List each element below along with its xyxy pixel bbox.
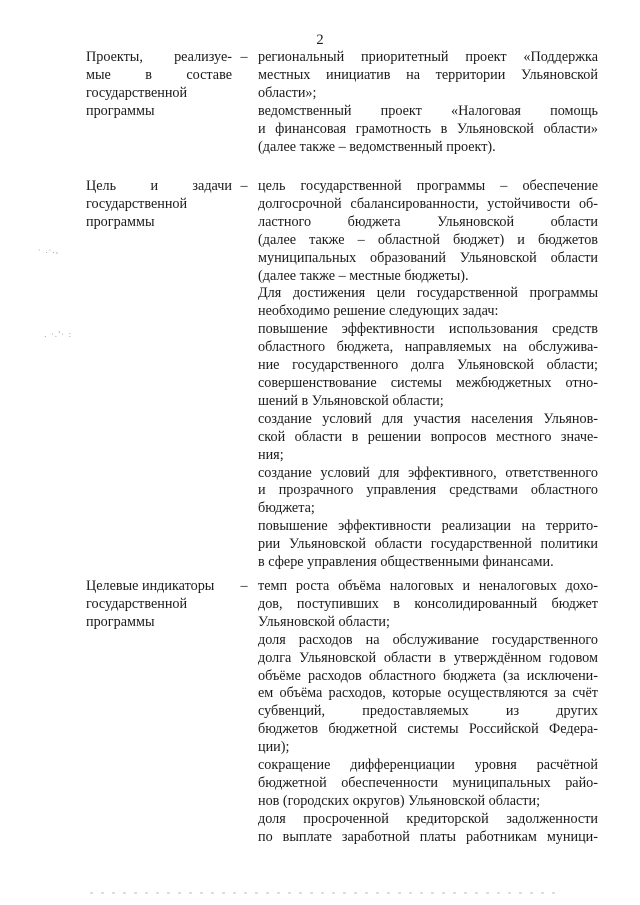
- section-dash: –: [240, 578, 248, 594]
- body-line: Ульяновской области;: [258, 613, 390, 630]
- body-line: бюджета;: [258, 500, 315, 517]
- body-line: шений в Ульяновской области;: [258, 392, 444, 409]
- body-line: рии Ульяновской области государственной политики: [258, 536, 598, 553]
- body-line: долгосрочной сбалансированности, устойчивости об-: [258, 195, 598, 212]
- scan-edge-noise: [90, 892, 560, 894]
- body-line: региональный приоритетный проект «Поддержка: [258, 49, 598, 65]
- body-line: местных инициатив на территории Ульяновской: [258, 66, 598, 83]
- label-line: программы: [86, 213, 155, 230]
- scan-smudge: · .·.,: [38, 246, 60, 255]
- section-label: [86, 49, 232, 121]
- section-label: [86, 178, 232, 232]
- body-line: ния;: [258, 446, 284, 463]
- body-line: ем объёма расходов, которые осуществляются за счёт: [258, 685, 598, 702]
- label-line: государственной: [86, 595, 188, 612]
- body-line: ластного бюджета Ульяновской области: [258, 213, 598, 230]
- body-line: ние государственного долга Ульяновской области;: [258, 357, 598, 374]
- body-line: повышение эффективности использования средств: [258, 321, 598, 338]
- body-line: создание условий для эффективного, ответственного: [258, 464, 598, 481]
- body-line: цель государственной программы – обеспечение: [258, 178, 598, 194]
- body-line: темп роста объёма налоговых и неналоговых дохо-: [258, 578, 598, 594]
- label-line: мые в составе: [86, 66, 232, 83]
- scan-smudge: . ·.'· :: [44, 330, 73, 339]
- body-line: муниципальных образований Ульяновской области: [258, 249, 598, 266]
- body-line: областного бюджета, направляемых на обслужива-: [258, 339, 598, 356]
- label-line: Цель и задачи: [86, 178, 232, 194]
- section-body: [258, 578, 598, 847]
- body-line: Для достижения цели государственной программы: [258, 285, 598, 302]
- label-line: программы: [86, 102, 155, 119]
- section-body: [258, 178, 598, 572]
- body-line: нов (городских округов) Ульяновской области;: [258, 792, 541, 809]
- body-line: ской области в решении вопросов местного значе-: [258, 428, 598, 445]
- body-line: ции);: [258, 739, 290, 756]
- body-line: области»;: [258, 84, 317, 101]
- body-line: (далее также – местные бюджеты).: [258, 267, 469, 284]
- body-line: (далее также – областной бюджет) и бюджетов: [258, 231, 598, 248]
- label-line: Проекты, реализуе-: [86, 49, 232, 65]
- body-line: и финансовая грамотность в Ульяновской области»: [258, 120, 598, 137]
- label-line: государственной: [86, 195, 188, 212]
- page-number: 2: [316, 32, 324, 48]
- body-line: по выплате заработной платы работникам муници-: [258, 828, 598, 845]
- body-line: необходимо решение следующих задач:: [258, 303, 499, 320]
- body-line: доля просроченной кредиторской задолженности: [258, 810, 598, 827]
- body-line: объёме расходов областного бюджета (за исключени-: [258, 667, 598, 684]
- section-dash: –: [240, 49, 248, 65]
- body-line: дов, поступивших в консолидированный бюджет: [258, 595, 598, 612]
- section-body: [258, 49, 598, 156]
- body-line: сокращение дифференциации уровня расчётной: [258, 757, 598, 774]
- body-line: субвенций, предоставляемых из других: [258, 703, 598, 720]
- body-line: создание условий для участия населения Ульянов-: [258, 410, 598, 427]
- body-line: в сфере управления общественными финансами.: [258, 554, 554, 571]
- label-line: программы: [86, 613, 155, 630]
- body-line: доля расходов на обслуживание государственного: [258, 631, 598, 648]
- section-dash: –: [240, 178, 248, 194]
- body-line: совершенствование системы межбюджетных отно-: [258, 374, 598, 391]
- body-line: и прозрачного управления средствами областного: [258, 482, 598, 499]
- section-label: [86, 578, 232, 632]
- body-line: ведомственный проект «Налоговая помощь: [258, 102, 598, 119]
- body-line: (далее также – ведомственный проект).: [258, 138, 496, 155]
- body-line: повышение эффективности реализации на террито-: [258, 518, 598, 535]
- body-line: бюджетной обеспеченности муниципальных райо-: [258, 774, 598, 791]
- label-line: Целевые индикаторы: [86, 578, 215, 594]
- body-line: долга Ульяновской области в утверждённом годовом: [258, 649, 598, 666]
- label-line: государственной: [86, 84, 188, 101]
- body-line: бюджетов бюджетной системы Российской Федера-: [258, 721, 598, 738]
